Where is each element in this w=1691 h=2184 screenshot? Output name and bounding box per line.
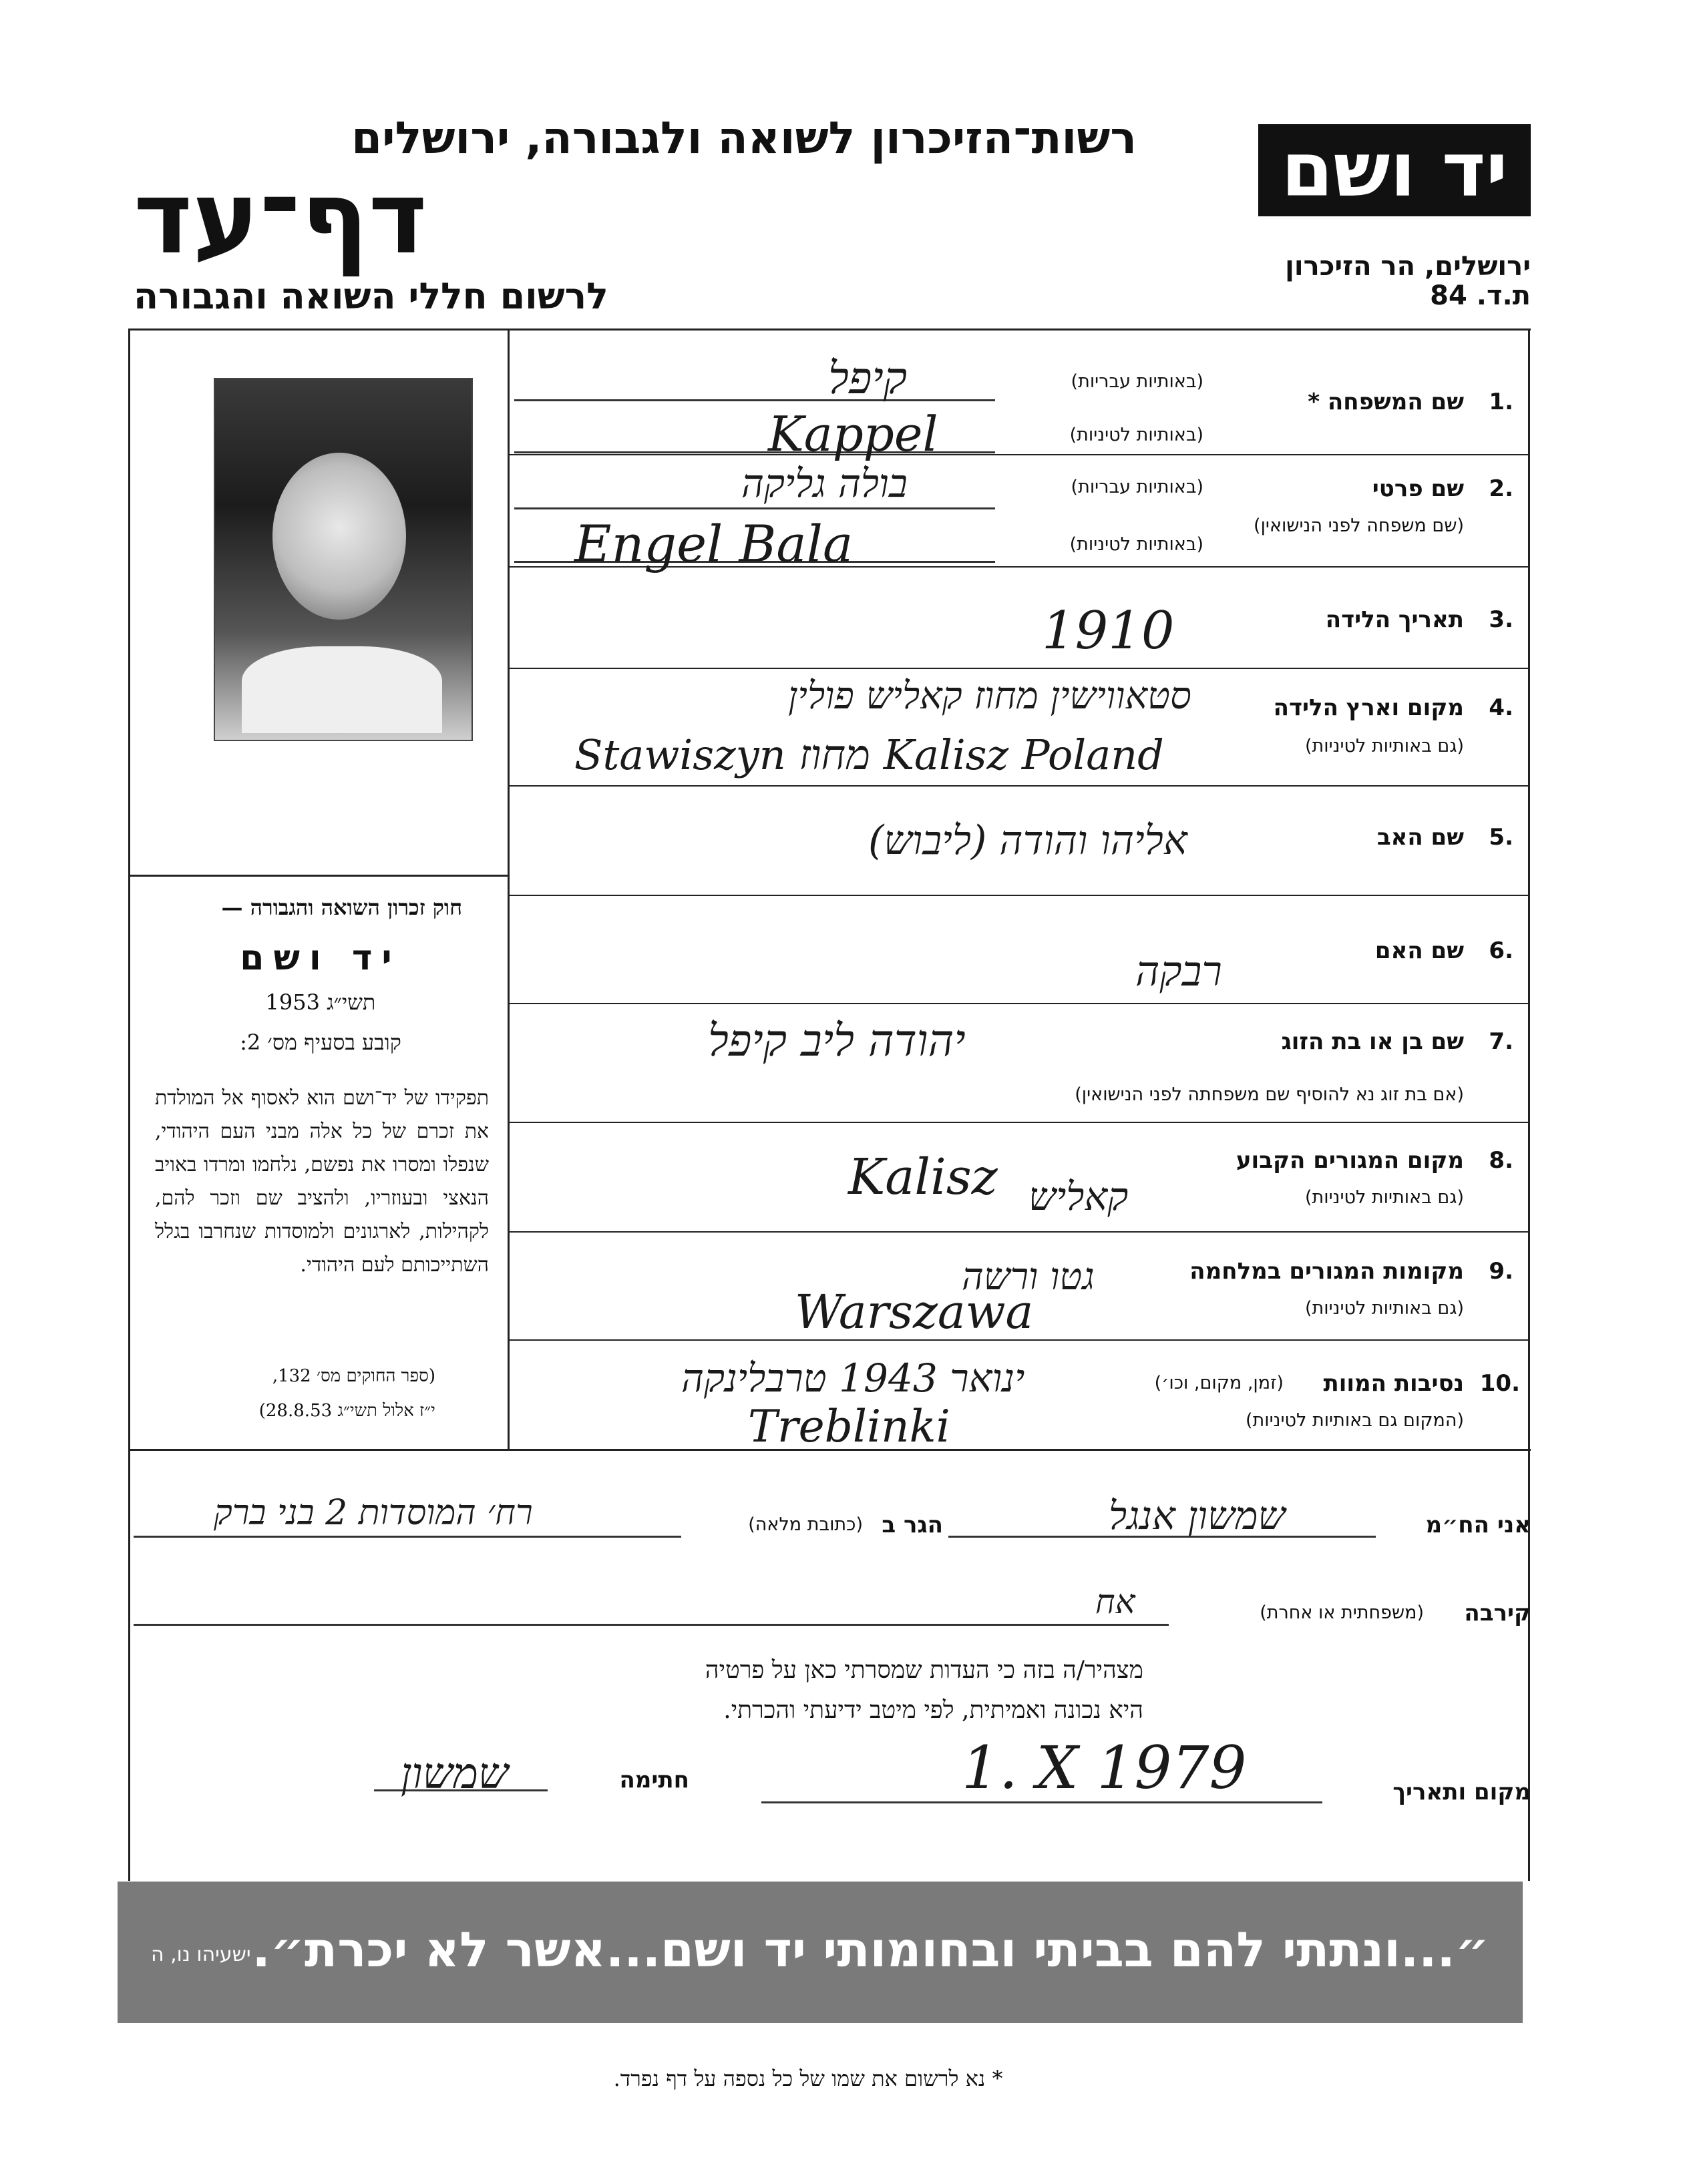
field-9-latin-value[interactable]: Warszawa (795, 1285, 1034, 1339)
row-sep-8 (509, 1231, 1528, 1233)
row-sep-3 (509, 668, 1528, 669)
relation-label: קירבה (1464, 1600, 1531, 1626)
footnote: * נא לרשום את שמו של כל נספה על דף נפרד. (613, 2066, 1003, 2091)
field-6-number: 6. (1489, 937, 1513, 964)
residing-label: הגר ב (882, 1512, 943, 1538)
field-3-value[interactable]: 1910 (1042, 601, 1175, 661)
field-4-note: (גם באותיות לטיניות) (1304, 736, 1464, 756)
field-8-latin-value[interactable]: Kalisz (848, 1148, 998, 1206)
field-1-number: 1. (1489, 389, 1513, 415)
field-10-note: (המקום גם באותיות לטיניות) (1245, 1410, 1464, 1431)
address-value[interactable]: רח׳ המוסדות 2 בני ברק (214, 1493, 533, 1533)
field-10-latin-value[interactable]: Treblinki (748, 1401, 950, 1452)
law-text: תפקידו של יד־ושם הוא לאסוף אל המולדת את זכרם של כל אלה מבני העם היהודי, שנפלו ומסרו את נפשם, נלחמו ומרדו באויב הנאצי ובעוזריו, ולהציב שם וזכר להם, לקהילות, לארגונים ולמוסדות שנחרבו בגלל השתייכותם לעם היהודי. (155, 1086, 489, 1277)
photo-collar (242, 646, 442, 733)
field-5-number: 5. (1489, 824, 1513, 851)
field-9-hebrew-value[interactable]: גטו ורשה (962, 1255, 1095, 1299)
law-title: חוק זכרון השואה והגבורה — (221, 895, 462, 920)
field-1-latin-hint: (באותיות לטיניות) (1069, 425, 1203, 445)
column-divider (508, 329, 510, 1450)
field-8-number: 8. (1489, 1147, 1513, 1174)
field-5-label: שם האב (1376, 824, 1464, 851)
field-8-label: מקום המגורים הקבוע (1236, 1147, 1464, 1174)
frame-top (128, 329, 1531, 331)
victim-photo (214, 378, 473, 741)
form-title: דף־עד (134, 160, 427, 276)
relation-note: (משפחתית או אחרת) (1260, 1602, 1424, 1623)
statement-line1: מצהיר/ה בזה כי העדות שמסרתי כאן על פרטיה (705, 1657, 1143, 1684)
address-line (134, 1536, 681, 1538)
row-sep-6 (509, 1003, 1528, 1004)
field-9-number: 9. (1489, 1258, 1513, 1285)
field-7-note: (אם בת זוג נא להוסיף שם משפחתה לפני הנישואין) (1075, 1084, 1464, 1105)
field-1-line-a (514, 399, 995, 401)
logo-text: יד ושם (1281, 127, 1508, 214)
field-1-hebrew-hint: (באותיות עבריות) (1071, 371, 1203, 392)
row-sep-1 (509, 454, 1528, 455)
signature-label: חתימה (619, 1767, 689, 1793)
law-date: י״ז אלול תשי״ג 28.8.53) (258, 1401, 435, 1421)
field-6-value[interactable]: רבקה (1135, 947, 1222, 996)
relation-line (134, 1624, 1169, 1626)
field-1-hebrew-value[interactable]: קיפל (828, 353, 908, 404)
field-2-number: 2. (1489, 475, 1513, 502)
banner-source: ישעיהו נו, ה (151, 1943, 251, 1966)
statement-line2: היא נכונה ואמיתית, לפי מיטב ידיעתי והכרתי. (723, 1697, 1143, 1724)
field-10-label-note: (זמן, מקום, וכו׳) (1154, 1373, 1284, 1393)
banner-quote: ״...ונתתי להם בביתי ובחומותי יד ושם...אשר לא יכרת״. (252, 1922, 1489, 1978)
field-2-line-a (514, 507, 995, 509)
field-10-hebrew-value[interactable]: ינואר 1943 טרבלינקה (681, 1355, 1025, 1401)
row-sep-4 (509, 785, 1528, 787)
row-sep-5 (509, 895, 1528, 896)
signature-value[interactable]: שמשון (401, 1749, 509, 1799)
row-sep-9 (509, 1339, 1528, 1341)
quote-banner (118, 1882, 1523, 2023)
field-2-latin-hint: (באותיות לטיניות) (1069, 534, 1203, 555)
field-2-label: שם פרטי (1372, 475, 1464, 502)
row-sep-7 (509, 1122, 1528, 1123)
place-date-label: מקום ותאריך (1392, 1779, 1531, 1805)
form-subtitle: לרשום חללי השואה והגבורה (134, 275, 608, 317)
declarant-name-value[interactable]: שמשון אנגל (1109, 1493, 1286, 1538)
law-clause: קובע בסעיף מס׳ 2: (240, 1030, 401, 1055)
authority-name: רשות־הזיכרון לשואה ולגבורה, ירושלים (351, 112, 1137, 164)
field-4-number: 4. (1489, 694, 1513, 721)
field-2-hebrew-hint: (באותיות עבריות) (1071, 477, 1203, 497)
field-4-label: מקום וארץ הלידה (1273, 694, 1464, 721)
relation-value[interactable]: אח (1095, 1582, 1135, 1621)
law-name: יד ושם (240, 938, 401, 978)
frame-right (1528, 329, 1530, 1881)
address-label: (כתובת מלאה) (748, 1514, 863, 1535)
field-8-note: (גם באותיות לטיניות) (1304, 1187, 1464, 1208)
sidebar-divider (128, 875, 509, 877)
field-9-label: מקומות המגורים במלחמה (1189, 1258, 1464, 1285)
declarant-label: אני הח״מ (1425, 1512, 1531, 1538)
address-line1: ירושלים, הר הזיכרון (1285, 251, 1531, 282)
logo (1258, 124, 1531, 216)
frame-left (128, 329, 130, 1881)
field-10-number: 10. (1479, 1370, 1520, 1397)
field-5-value[interactable]: אליהו והודה (ליבוש) (868, 817, 1187, 864)
field-6-label: שם האם (1374, 937, 1464, 964)
field-4-latin-value[interactable]: Stawiszyn מחוז Kalisz Poland (574, 730, 1164, 779)
field-2-hebrew-value[interactable]: בולה גליקה (741, 461, 908, 506)
field-7-number: 7. (1489, 1028, 1513, 1055)
field-3-label: תאריך הלידה (1325, 606, 1464, 633)
field-1-latin-value[interactable]: Kappel (768, 406, 938, 462)
law-year: תשי״ג 1953 (265, 990, 376, 1015)
law-reference: (ספר החוקים מס׳ 132, (272, 1366, 435, 1386)
field-7-label: שם בן או בת הזוג (1281, 1028, 1464, 1055)
photo-face (272, 453, 406, 620)
field-2-latin-value[interactable]: Engel Bala (574, 514, 854, 574)
field-3-number: 3. (1489, 606, 1513, 633)
address-line2: ת.ד. 84 (1430, 280, 1531, 311)
field-10-label: נסיבות המוות (1323, 1370, 1464, 1397)
field-4-hebrew-value[interactable]: סטאווישין מחוז קאליש פולין (788, 674, 1191, 718)
field-7-value[interactable]: יהודה ליב קיפל (708, 1015, 966, 1066)
field-8-hebrew-value[interactable]: קאליש (1028, 1174, 1129, 1219)
field-2-note: (שם משפחה לפני הנישואין) (1254, 515, 1464, 536)
field-9-note: (גם באותיות לטיניות) (1304, 1298, 1464, 1319)
field-1-label: שם המשפחה * (1308, 389, 1464, 415)
place-date-value[interactable]: 1. X 1979 (962, 1733, 1247, 1802)
